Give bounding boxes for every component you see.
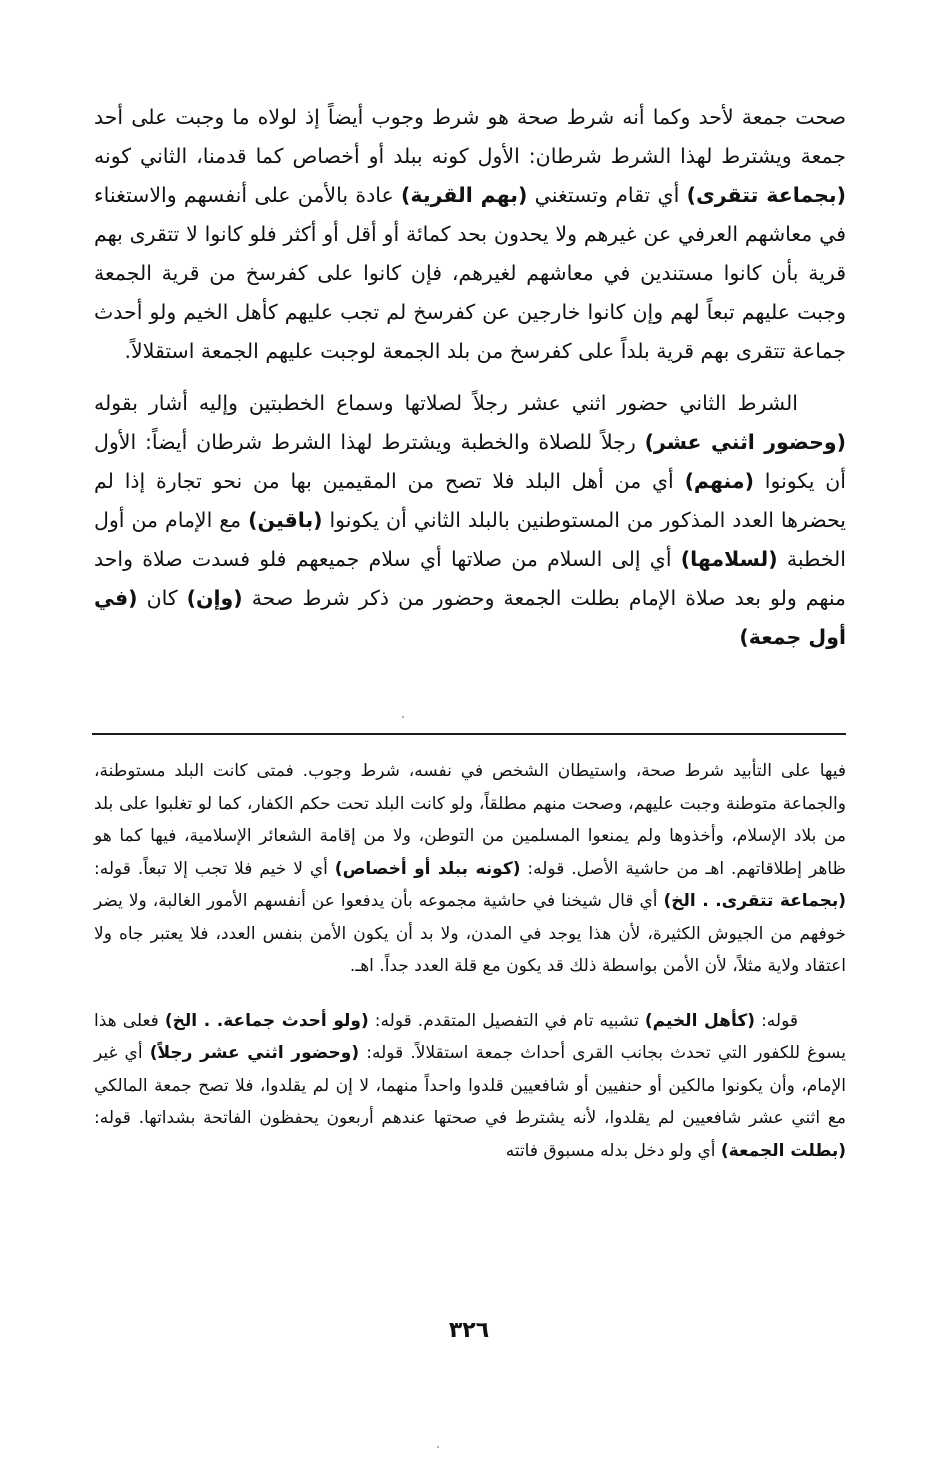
scan-speck (437, 1446, 439, 1448)
text-run: أي قال شيخنا في حاشية مجموعه بأن يدفعوا عن أنفسهم الأمور الغالبة، ولا يضر خوفهم من الجيوش الكثيرة، لأن هذا يوجد في المدن، ولا بد أن يكون الأمن بنفس العدد، فلا يعتبر جاه ولا اعتقاد ولاية مثلاً، لأن الأمن بواسطة ذلك قد يكون مع قلة العدد جداً. اهـ. (94, 891, 846, 976)
bold-term: (بطلت الجمعة) (720, 1140, 846, 1161)
bold-term: (وحضور اثني عشر) (644, 430, 846, 454)
text-run: أي ولو دخل بدله مسبوق فاتته (505, 1140, 721, 1161)
text-run: أي من أهل البلد فلا تصح من المقيمين بها من نحو تجارة إذا لم يحضرها العدد المذكور من المستوطنين بالبلد الثاني أن يكونوا (94, 469, 846, 532)
main-paragraph (94, 98, 846, 371)
bold-term: (بهم القرية) (401, 183, 528, 207)
text-run: فعلى هذا يسوغ للكفور التي تحدث بجانب القرى أحداث جمعة استقلالاً. قوله: (94, 1010, 847, 1063)
main-text (94, 98, 846, 657)
text-run: أي تقام وتستغني (527, 183, 687, 207)
text-run: كان (137, 586, 187, 610)
text-run: أي لا خيم فلا تجب إلا تبعاً. قوله: (94, 858, 335, 879)
footnote-divider (92, 733, 846, 735)
bold-term: (باقين) (248, 508, 323, 532)
text-run: أي غير الإمام، وأن يكونوا مالكين أو حنفيين أو شافعيين قلدوا واحداً منهما، لا إن لم يقلدوا، فلا تصح جمعة المالكي مع اثني عشر شافعيين لم يقلدوا، لأنه يشترط في صحتها عندهم أربعون يحفظون الفاتحة بشداتها. قوله: (94, 1043, 846, 1128)
bold-term: (في أول جمعة) (94, 586, 846, 649)
text-run: صحت جمعة لأحد وكما أنه شرط صحة هو شرط وجوب أيضاً إذ لولاه ما وجبت على أحد جمعة ويشترط لهذا الشرط شرطان: الأول كونه ببلد أو أخصاص كما قدمنا، الثاني كونه (94, 105, 846, 168)
footnotes (94, 755, 846, 1167)
footnote-paragraph (94, 755, 846, 983)
text-run: عادة بالأمن على أنفسهم والاستغناء في معاشهم العرفي عن غيرهم ولا يحدون بحد كمائة أو أقل أو أكثر فلو كانوا لا تتقرى بهم قرية بأن كانوا مستندين في معاشهم لغيرهم، فإن كانوا على كفرسخ من قرية الجمعة وجبت عليهم تبعاً لهم وإن كانوا خارجين عن كفرسخ لم تجب عليهم كأهل الخيم ولو أحدث جماعة تتقرى بهم قرية بلداً على كفرسخ من بلد الجمعة لوجبت عليهم الجمعة استقلالاً. (94, 183, 846, 363)
bold-term: (بجماعة تتقرى) (686, 183, 846, 207)
footnote-paragraph (94, 1005, 846, 1168)
text-run: قوله: (755, 1010, 799, 1031)
text-run: تشبيه تام في التفصيل المتقدم. قوله: (368, 1010, 645, 1031)
text-run: أي إلى السلام من صلاتها أي سلام جميعهم فلو فسدت صلاة واحد منهم ولو بعد صلاة الإمام بطلت الجمعة وحضور من ذكر شرط صحة (94, 547, 847, 610)
bold-term: (كأهل الخيم) (644, 1010, 755, 1031)
bold-term: (منهم) (684, 469, 754, 493)
bold-term: (بجماعة تتقرى. . الخ) (663, 891, 846, 911)
bold-term: (وحضور اثني عشر رجلاً) (149, 1043, 360, 1063)
text-run: رجلاً للصلاة والخطبة ويشترط لهذا الشرط شرطان أيضاً: الأول أن يكونوا (94, 430, 846, 493)
text-run: مع الإمام من أول الخطبة (94, 508, 846, 571)
bold-term: (كونه ببلد أو أخصاص) (334, 858, 521, 879)
scan-speck (402, 716, 404, 718)
bold-term: (ولو أحدث جماعة. . الخ) (164, 1010, 369, 1031)
main-paragraph (94, 384, 846, 657)
page-number: ٣٢٦ (448, 1318, 490, 1343)
text-run: الشرط الثاني حضور اثني عشر رجلاً لصلاتها وسماع الخطبتين وإليه أشار بقوله (94, 391, 798, 415)
bold-term: (لسلامها) (680, 547, 778, 571)
bold-term: (وإن) (186, 586, 243, 610)
text-run: فيها على التأبيد شرط صحة، واستيطان الشخص في نفسه، شرط وجوب. فمتى كانت البلد مستوطنة، والجماعة متوطنة وجبت عليهم، وصحت منهم مطلقاً، ولو كانت البلد تحت حكم الكفار، كما لو تغلبوا على بلد من بلاد الإسلام، وأخذوها ولم يمنعوا المسلمين من التوطن، ولا من إقامة الشعائر الإسلامية، فيها كما هو ظاهر إطلاقاتهم. اهـ من حاشية الأصل. قوله: (94, 761, 847, 879)
